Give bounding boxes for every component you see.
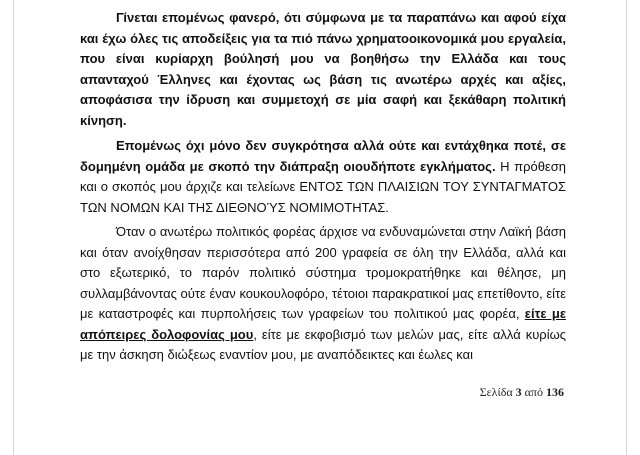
- paragraph-2-rest: Η πρόθεση και ο σκοπός μου άρχιζε και τελείωνε ΕΝΤΟΣ ΤΩΝ ΠΛΑΙΣΙΩΝ ΤΟΥ ΣΥΝΤΑΓΜΑΤΟΣ ΤΩΝ ΝΟΜΩΝ ΚΑΙ ΤΗΣ ΔΙΕΘΝΟΎΣ ΝΟΜΙΜΟΤΗΤΑΣ.: [80, 158, 566, 215]
- paragraph-3-end: , είτε με εκφοβισμό των μελών μας, είτε αλλά κυρίως με την άσκηση διώξεως εναντίον μου, με αναπόδεικτες και έωλες και: [80, 326, 567, 362]
- paragraph-2-bold: Επομένως όχι μόνο δεν συγκρότησα αλλά ούτε και εντάχθηκα ποτέ, σε δομημένη ομάδα με σκοπό την διάπραξη οιουδήποτε εγκλήματος.: [80, 138, 566, 174]
- paragraph-1: Γίνεται επομένως φανερό, ότι σύμφωνα με τα παραπάνω και αφού είχα και έχω όλες τις αποδείξεις για τα πιό πάνω χρηματοοικονομικά μου εργαλεία, που είναι κυρίαρχη βούλησή μου να βοηθήσω την Ελλάδα και τους απανταχού Έλληνες και έχοντας ως βάση τις ανωτέρω αρχές και αξίες, αποφάσισα την ίδρυση και συμμετοχή σε μία σαφή και ξεκάθαρη πολιτική κίνηση.: [80, 10, 566, 128]
- page-right-edge: [626, 0, 627, 455]
- page-number-footer: [480, 385, 564, 400]
- paragraph-3: [80, 222, 566, 366]
- page-current: 3: [515, 385, 522, 399]
- document-body: [80, 8, 566, 371]
- page-left-edge: [13, 0, 14, 455]
- paragraph-2: [80, 136, 566, 218]
- page-label: Σελίδα: [479, 385, 513, 399]
- page-of: από: [524, 385, 543, 399]
- paragraph-3-underlined: είτε με απόπειρες δολοφονίας μου: [80, 306, 566, 342]
- paragraph-3-start: Όταν ο ανωτέρω πολιτικός φορέας άρχισε να ενδυναμώνεται στην Λαϊκή βάση και όταν ανοίχθησαν περισσότερα από 200 γραφεία σε όλη την Ελλάδα, αλλά και στο εξωτερικό, το παρόν πολιτικό σύστημα τρομοκρατήθηκε και θέλησε, μη συλλαμβάνοντας ούτε έναν κουκουλοφόρο, τέτοιοι παρακρατικοί μας επετίθοντο, είτε με καταστροφές και πυρπολήσεις των γραφείων του πολιτικού μας φορέα,: [80, 224, 566, 321]
- page-total: 136: [546, 385, 564, 399]
